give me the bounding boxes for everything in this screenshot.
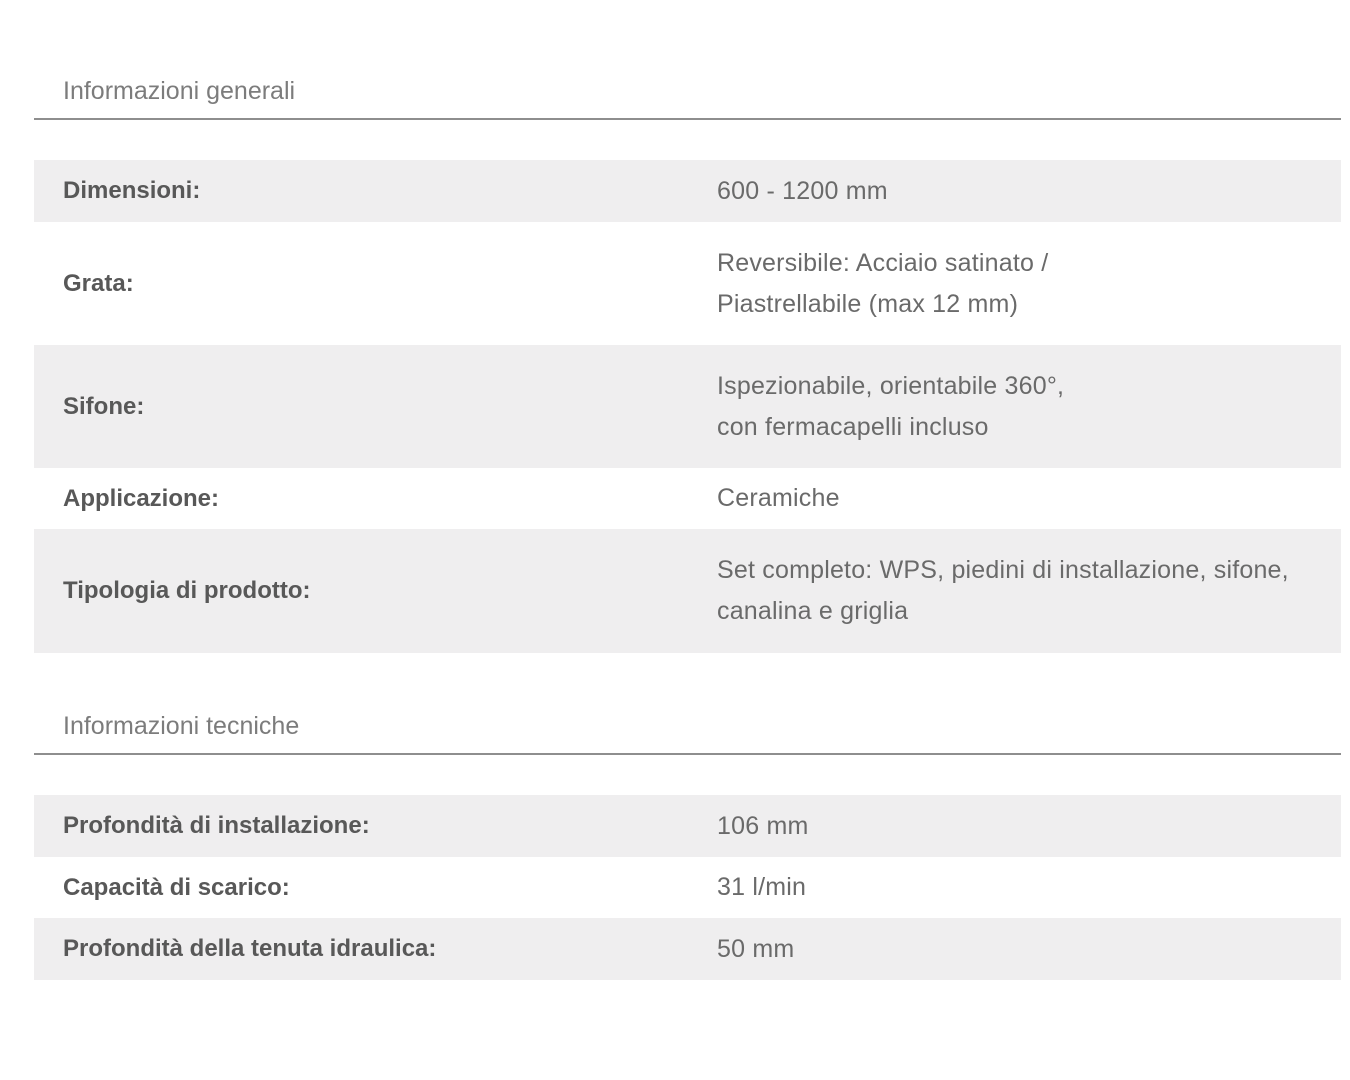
row-value-line: canalina e griglia: [717, 597, 909, 625]
row-value-line: con fermacapelli incluso: [717, 412, 989, 441]
section-title-technical: Informazioni tecniche: [34, 669, 1341, 755]
row-value-line: 600 - 1200 mm: [717, 176, 888, 205]
table-row: [34, 345, 1341, 468]
row-label: Dimensioni:: [63, 177, 201, 204]
general-info-table: [34, 160, 1341, 653]
row-value: [717, 366, 1341, 448]
table-row: [34, 529, 1341, 653]
row-label: Sifone:: [63, 392, 145, 420]
row-value: [717, 806, 1341, 847]
table-row: [34, 918, 1341, 980]
table-row: [34, 795, 1341, 857]
row-label: Tipologia di prodotto:: [63, 577, 311, 604]
row-label: Applicazione:: [63, 484, 220, 512]
row-value: [717, 171, 1341, 212]
general-info-section: [34, 34, 1341, 653]
row-label: Capacità di scarico:: [63, 873, 290, 901]
table-row: [34, 222, 1341, 345]
row-label: Grata:: [63, 269, 134, 297]
technical-info-table: [34, 795, 1341, 980]
technical-info-section: [34, 669, 1341, 980]
row-value-line: Reversibile: Acciaio satinato /: [717, 248, 1049, 277]
row-value: [717, 550, 1341, 632]
table-row: [34, 468, 1341, 529]
table-row: [34, 160, 1341, 222]
section-title-general: Informazioni generali: [34, 34, 1341, 120]
row-value-line: Ceramiche: [717, 484, 840, 512]
row-value-line: 50 mm: [717, 934, 795, 963]
row-value: [717, 243, 1341, 325]
row-label: Profondità della tenuta idraulica:: [63, 935, 437, 962]
row-value-line: 31 l/min: [717, 873, 807, 901]
row-value-line: Ispezionabile, orientabile 360°,: [717, 371, 1065, 400]
row-value: [717, 867, 1341, 908]
row-value: [717, 929, 1341, 970]
row-value-line: Piastrellabile (max 12 mm): [717, 289, 1019, 318]
row-label: Profondità di installazione:: [63, 812, 370, 839]
row-value-line: Set completo: WPS, piedini di installazione, sifone,: [717, 556, 1289, 584]
table-row: [34, 857, 1341, 918]
row-value: [717, 478, 1341, 519]
row-value-line: 106 mm: [717, 811, 809, 840]
